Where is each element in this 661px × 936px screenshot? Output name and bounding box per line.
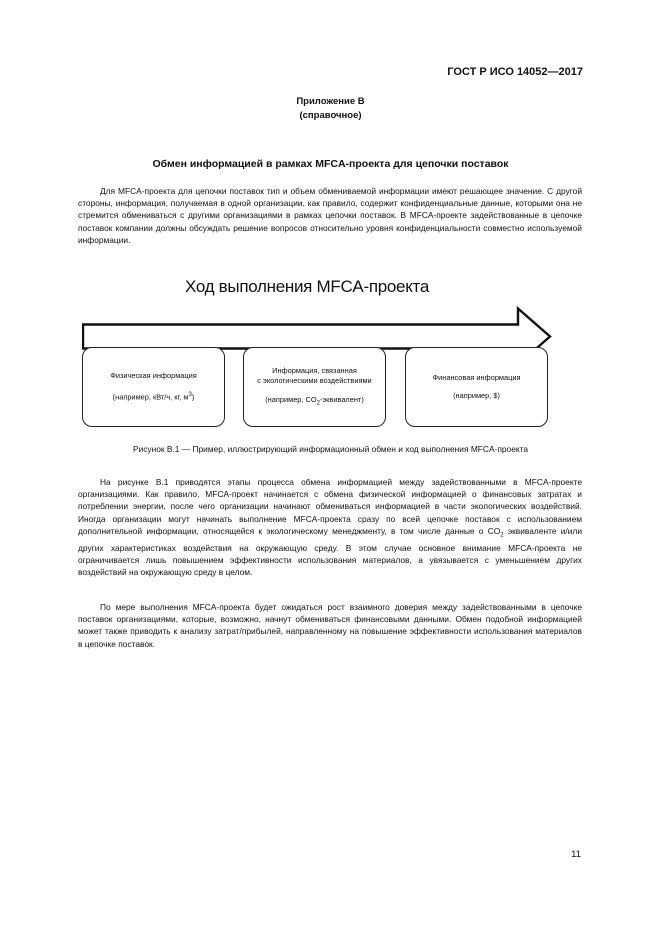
physical-info-example: (например, кВт/ч, кг, $м^3$): [112, 391, 195, 402]
section-title: Обмен информацией в рамках MFCA-проекта для цепочки поставок: [152, 158, 509, 170]
physical-info-title: Физическая информация: [110, 371, 197, 381]
annex-title: Приложение В: [296, 96, 365, 107]
paragraph-intro: [78, 185, 582, 246]
standard-designation: ГОСТ Р ИСО 14052—2017: [447, 66, 583, 78]
environmental-info-example: (например, $CO_2-эквивалент$): [265, 394, 364, 406]
page-number: 11: [571, 849, 581, 860]
paragraph-trust: [78, 601, 582, 650]
figure-caption: Рисунок В.1 — Пример, иллюстрирующий информационный обмен и ход выполнения MFCA-проекта: [132, 444, 529, 454]
financial-info-example: (например, $): [453, 391, 500, 400]
environmental-info-title-2: с экологическими воздействиями: [257, 376, 372, 386]
physical-info-box: [82, 347, 225, 427]
financial-info-box: [405, 347, 548, 427]
environmental-info-box: [243, 347, 386, 427]
environmental-info-title: Информация, связанная: [272, 365, 357, 375]
arrow-label: Ход выполнения MFCA-проекта: [185, 277, 429, 296]
financial-info-title: Финансовая информация: [432, 372, 521, 382]
paragraph-intro-text: Для MFCA-проекта для цепочки поставок тип и объем обмениваемой информации имеют решающее значение. С другой стороны, информация, получаемая в одной организации, как правило, содержит конфиденциальные данные, которыми она не стремится обмениваться с другими организациями в рамках цепочки поставок. В MFCA-проекте задействованные в цепочке поставок компании должны обсуждать решение вопросов относительно уровня конфиденциальности совместно используемой информации.: [78, 186, 582, 245]
paragraph-trust-text: По мере выполнения MFCA-проекта будет ожидаться рост взаимного доверия между задействованными в цепочке поставок организациями, которые, возможно, начнут обмениваться финансовыми данными. Обмен подобной информацией может также приводить к анализу затрат/прибылей, направленному на повышение эффективности использования материалов в цепочке поставок.: [78, 602, 582, 649]
paragraph-figure-description: На рисунке В.1 приводятся этапы процесса обмена информацией между задействованными в MFCA-проекте организациями. Как правило, MFCA-проект начинается с обмена физической информацией о финансовых затратах и потреблении энергии, после чего организации начинают обмениваться информацией в части экологических воздействий. Иногда организации могут начинать выполнение MFCA-проекта сразу по всей цепочке поставок с использованием дополнительной информации, относящейся к экологическому менеджменту, в том числе данные о $CO_2$ эквиваленте и/или других характеристиках воздействия на окружающую среду. В этом случае основное внимание MFCA-проекта не ограничивается лишь повышением эффективности использования материалов, а увязывается с уменьшением других воздействий на окружающую среду в целом.: [78, 477, 582, 578]
annex-subtitle: (справочное): [299, 110, 362, 121]
